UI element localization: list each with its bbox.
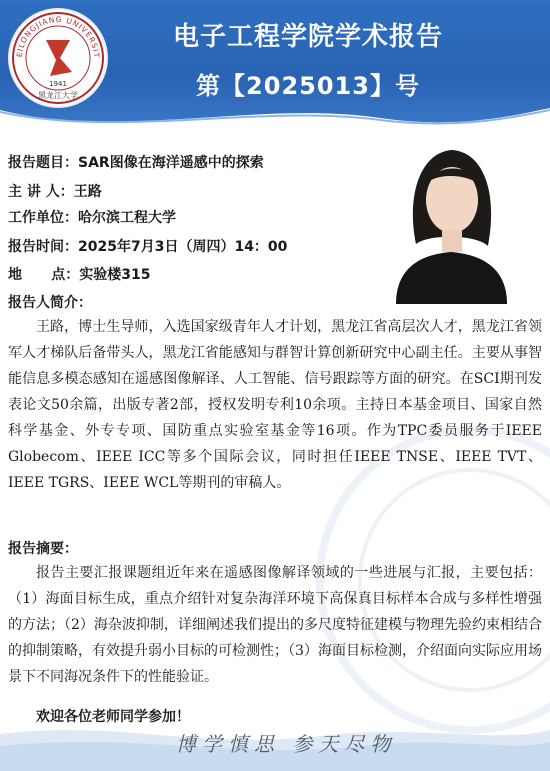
topic-value: SAR图像在海洋遥感中的探索 <box>78 155 264 171</box>
info-speaker <box>8 181 102 201</box>
info-unit <box>8 207 176 227</box>
time-label: 报告时间： <box>8 239 78 255</box>
footer-motto: 博学慎思 参天尽物 <box>176 732 397 756</box>
info-topic <box>8 152 264 172</box>
logo-arc-text: EILONGJIANG UNIVERSIT <box>14 14 102 59</box>
topic-label: 报告题目： <box>8 155 78 171</box>
place-value: 实验楼315 <box>79 267 151 283</box>
info-place <box>8 264 150 284</box>
info-time <box>8 236 287 256</box>
speaker-label: 主 讲 人： <box>8 184 74 200</box>
university-logo <box>10 10 106 106</box>
document-number: 第【2025013】号 <box>196 72 420 100</box>
speaker-photo <box>376 134 527 304</box>
speaker-value: 王路 <box>73 184 102 200</box>
unit-value: 哈尔滨工程大学 <box>78 210 176 226</box>
welcome-closing: 欢迎各位老师同学参加！ <box>36 709 190 725</box>
bio-heading: 报告人简介： <box>8 295 92 311</box>
logo-seal-name: 黑龙江大学 <box>38 91 78 100</box>
abstract-heading: 报告摘要： <box>8 541 78 557</box>
logo-year: 1941 <box>49 80 67 88</box>
place-label: 地 点： <box>8 267 80 283</box>
time-value: 2025年7月3日（周四）14：00 <box>78 239 288 255</box>
unit-label: 工作单位： <box>8 210 78 226</box>
bio-text: 王路，博士生导师，入选国家级青年人才计划，黑龙江省高层次人才，黑龙江省领军人才梯队后备带头人，黑龙江省能感知与群智计算创新研究中心副主任。主要从事智能信息多模态感知在遥感图像解译、人工智能、信号跟踪等方面的研究。在SCI期刊发表论文50余篇，出版专著2部，授权发明专利10余项。主持日本基金项目、国家自然科学基金、外专专项、国防重点实验室基金等16项。作为TPC委员服务于IEEE Globecom、IEEE ICC等多个国际会议，同时担任IEEE TNSE、IEEE TVT、IEEE TGRS、IEEE WCL等期刊的审稿人。 <box>8 319 542 491</box>
page-title: 电子工程学院学术报告 <box>172 22 443 52</box>
abstract-text: 报告主要汇报课题组近年来在遥感图像解译领域的一些进展与汇报，主要包括：（1）海面目标生成，重点介绍针对复杂海洋环境下高保真目标样本合成与多样性增强的方法；（2）海杂波抑制，详细阐述我们提出的多尺度特征建模与物理先验约束相结合的抑制策略，有效提升弱小目标的可检测性；（3）海面目标检测，介绍面向实际应用场景下不同海况条件下的性能验证。 <box>8 565 542 685</box>
